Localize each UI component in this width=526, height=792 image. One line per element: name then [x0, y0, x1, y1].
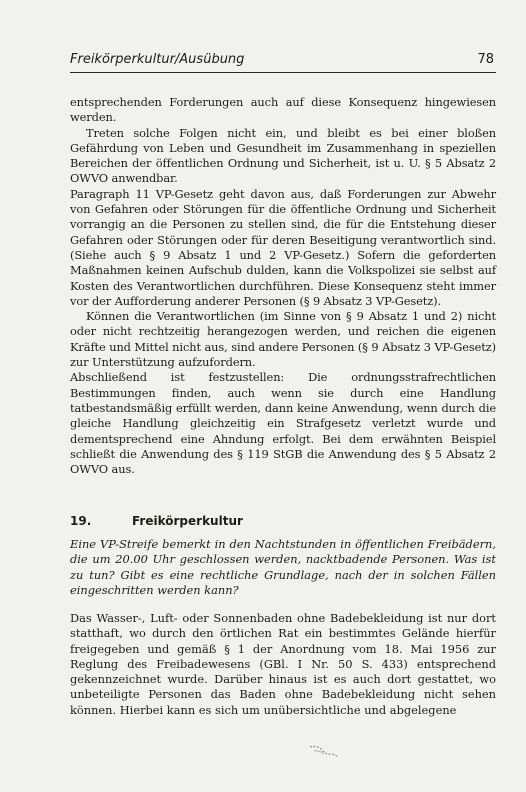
running-title: Freikörperkultur/Ausübung: [70, 52, 245, 67]
answer-text: Das Wasser-, Luft- oder Sonnenbaden ohne Badebekleidung ist nur dort statthaft, wo durch den örtlichen Rat ein bestimmtes Gelände hierfür freigegeben und gemäß § 1 der Anordnung vom 18. Mai 1956 zur Reglung des Freibadewesens (GBl. I Nr. 50 S. 433) entsprechend gekennzeichnet wurde. Darüber hinaus ist es auch dort gestattet, wo unbeteiligte Personen das Baden ohne Badebekleidung nicht sehen können. Hierbei kann es sich um unübersichtliche und abgelegene: [70, 611, 496, 717]
question-text: Eine VP-Streife bemerkt in den Nachtstunden in öffentlichen Freibädern, die um 20.00 Uhr geschlossen werden, nacktbadende Personen. Was ist zu tun? Gibt es eine rechtliche Grundlage, nach der in solchen Fällen eingeschritten werden kann?: [70, 537, 496, 597]
header-rule: [70, 72, 496, 73]
page-number: 78: [477, 52, 494, 67]
section-number: 19.: [70, 514, 92, 528]
section-title: Freikörperkultur: [132, 514, 243, 528]
paragraph: Können die Verantwortlichen (im Sinne von § 9 Absatz 1 und 2) nicht oder nicht rechtzeitig herangezogen werden, und reichen die eigenen Kräfte und Mittel nicht aus, sind andere Personen (§ 9 Absatz 3 VP-Gesetz) zur Unterstützung aufzufordern.: [70, 309, 496, 370]
section-heading: [70, 514, 496, 528]
paragraph: Paragraph 11 VP-Gesetz geht davon aus, daß Forderungen zur Abwehr von Gefahren oder Störungen für die öffentliche Ordnung und Sicherheit vorrangig an die Personen zu stellen sind, die für die Entstehung dieser Gefahren oder Störungen oder für deren Beseitigung verantwortlich sind. (Siehe auch § 9 Absatz 1 und 2 VP-Gesetz.) Sofern die geforderten Maßnahmen keinen Aufschub dulden, kann die Volkspolizei sie selbst auf Kosten des Verantwortlichen durchführen. Diese Konsequenz steht immer vor der Aufforderung anderer Personen (§ 9 Absatz 3 VP-Gesetz).: [70, 186, 496, 308]
paragraph: Treten solche Folgen nicht ein, und bleibt es bei einer bloßen Gefährdung von Leben und Gesundheit im Zusammenhang in speziellen Bereichen der öffentlichen Ordnung und Sicherheit, ist u. U. § 5 Absatz 2 OWVO anwendbar.: [70, 125, 496, 186]
ink-smudge-mark: [308, 742, 340, 760]
page-header: [70, 52, 494, 67]
paragraph: entsprechenden Forderungen auch auf diese Konsequenz hingewiesen werden.: [70, 95, 496, 125]
body-text: [70, 95, 496, 477]
paragraph: Abschließend ist festzustellen: Die ordnungsstrafrechtlichen Bestimmungen finden, auch wenn sie durch eine Handlung tatbestandsmäßig erfüllt werden, dann keine Anwendung, wenn durch die gleiche Handlung gleichzeitig ein Strafgesetz verletzt wurde und dementsprechend eine Ahndung erfolgt. Bei dem erwähnten Beispiel schließt die Anwendung des § 119 StGB die Anwendung des § 5 Absatz 2 OWVO aus.: [70, 370, 496, 477]
